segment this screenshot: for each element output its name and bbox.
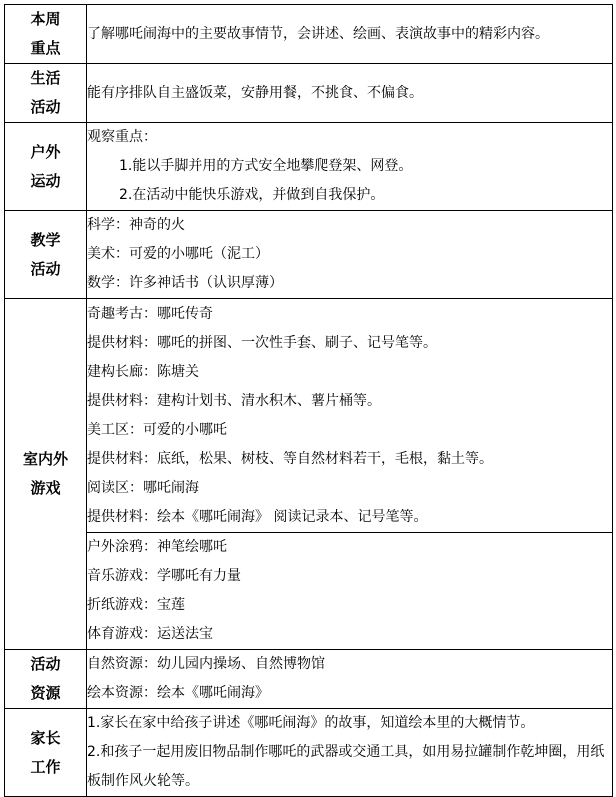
content-line: 观察重点： — [87, 129, 157, 145]
content-line: 科学：神奇的火 — [87, 217, 185, 233]
content-line: 奇趣考古：哪吒传奇 — [87, 305, 213, 322]
content-line: 音乐游戏：学哪吒有力量 — [87, 568, 241, 584]
content-teaching-activity — [87, 211, 613, 299]
label-line: 户外 — [30, 142, 61, 161]
row-life-activity — [5, 64, 613, 123]
label-teaching-activity — [5, 211, 87, 299]
content-line: 绘本资源：绘本《哪吒闹海》 — [87, 685, 269, 701]
content-line: 1.能以手脚并用的方式安全地攀爬登架、网登。 — [119, 158, 413, 174]
row-parent-work — [5, 709, 613, 797]
content-line: 户外涂鸦：神笔绘哪吒 — [87, 539, 227, 555]
content-line: 提供材料：哪吒的拼图、一次性手套、刷子、记号笔等。 — [87, 334, 437, 351]
label-line: 活动 — [30, 655, 61, 673]
label-line: 资源 — [30, 684, 61, 702]
row-outdoor-sports — [5, 123, 613, 211]
row-activity-resources — [5, 650, 613, 709]
content-line: 数学：许多神话书（认识厚薄） — [87, 275, 283, 291]
content-line: 了解哪吒闹海中的主要故事情节，会讲述、绘画、表演故事中的精彩内容。 — [87, 25, 549, 42]
content-life-activity — [87, 64, 613, 123]
content-line: 美术：可爱的小哪吒（泥工） — [87, 246, 269, 262]
content-outdoor-games — [87, 533, 613, 650]
row-outdoor-games — [5, 533, 613, 650]
content-line: 阅读区：哪吒闹海 — [87, 479, 199, 496]
label-line: 家长 — [30, 728, 61, 747]
content-line: 建构长廊：陈塘关 — [87, 363, 199, 380]
content-line: 能有序排队自主盛饭菜，安静用餐，不挑食、不偏食。 — [87, 84, 423, 101]
row-teaching-activity — [5, 211, 613, 299]
content-outdoor-sports — [87, 123, 613, 211]
label-line: 运动 — [30, 171, 61, 190]
content-line: 2.和孩子一起用废旧物品制作哪吒的武器或交通工具，如用易拉罐制作乾坤圈，用纸板制作风火轮等。 — [87, 744, 605, 789]
label-line: 活动 — [30, 259, 61, 278]
label-line: 游戏 — [30, 479, 61, 497]
content-line: 体育游戏：运送法宝 — [87, 626, 213, 642]
row-weekly-focus — [5, 5, 613, 64]
content-line: 折纸游戏：宝莲 — [87, 597, 185, 613]
weekly-plan-table — [4, 4, 613, 797]
content-indoor-areas — [87, 299, 613, 533]
content-line: 提供材料：底纸，松果、树枝、等自然材料若干，毛根，黏土等。 — [87, 450, 493, 467]
content-weekly-focus — [87, 5, 613, 64]
label-activity-resources — [5, 650, 87, 709]
label-line: 教学 — [30, 230, 61, 249]
content-line: 2.在活动中能快乐游戏，并做到自我保护。 — [119, 187, 385, 203]
label-line: 室内外 — [22, 450, 68, 468]
content-line: 提供材料：建构计划书、清水积木、薯片桶等。 — [87, 392, 381, 409]
content-line: 提供材料：绘本《哪吒闹海》 阅读记录本、记号笔等。 — [87, 508, 428, 525]
label-weekly-focus — [5, 5, 87, 64]
content-parent-work — [87, 709, 613, 797]
label-line: 重点 — [30, 39, 61, 57]
label-parent-work — [5, 709, 87, 797]
label-indoor-games — [5, 299, 87, 650]
label-outdoor-sports — [5, 123, 87, 211]
label-line: 工作 — [30, 757, 61, 776]
content-line: 1.家长在家中给孩子讲述《哪吒闹海》的故事，知道绘本里的大概情节。 — [87, 715, 535, 731]
content-line: 自然资源：幼儿园内操场、自然博物馆 — [87, 656, 325, 672]
label-life-activity — [5, 64, 87, 123]
row-indoor-games — [5, 299, 613, 533]
content-activity-resources — [87, 650, 613, 709]
label-line: 活动 — [30, 98, 61, 116]
label-line: 本周 — [30, 10, 61, 28]
content-line: 美工区：可爱的小哪吒 — [87, 421, 227, 438]
label-line: 生活 — [30, 69, 61, 87]
